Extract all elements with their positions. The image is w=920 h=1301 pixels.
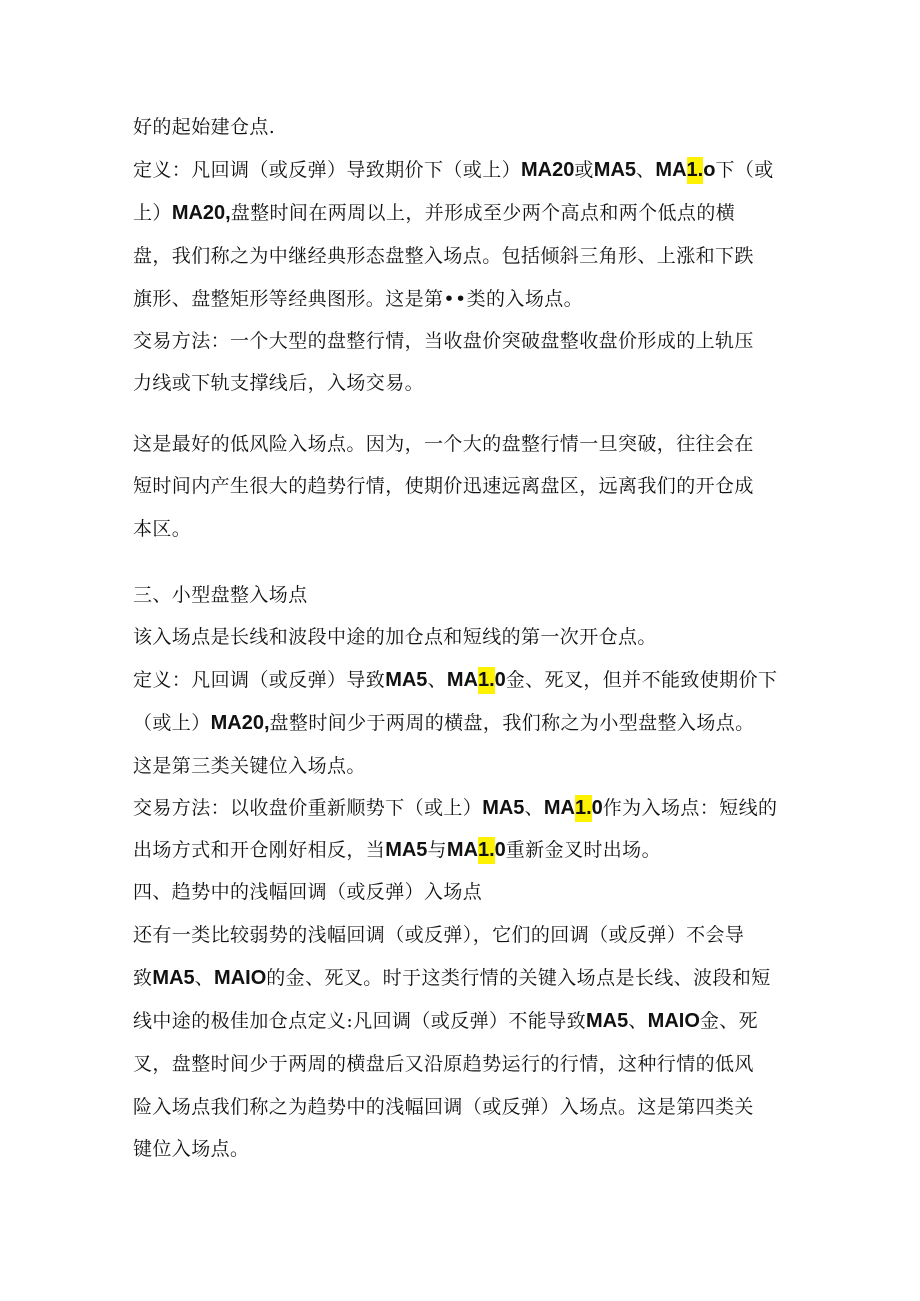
text-run: 致 xyxy=(133,967,153,989)
text-run: 好的起始建仓点. xyxy=(133,116,276,138)
text-line-16 xyxy=(133,794,777,822)
text-line-2 xyxy=(133,156,774,184)
indicator-text: MA5 xyxy=(482,797,525,819)
section-heading-3 xyxy=(133,581,308,609)
text-run: 、 xyxy=(194,967,215,989)
text-run: 出场方式和开仓刚好相反，当 xyxy=(133,839,386,861)
text-line-15 xyxy=(133,752,366,780)
text-run: 盘，我们称之为中继经典形态盘整入场点。包括倾斜三角形、上涨和下跌 xyxy=(133,245,754,267)
text-line-14 xyxy=(133,709,755,737)
text-run: 线中途的极佳加仓点定义:凡回调（或反弹）不能导致 xyxy=(133,1010,587,1032)
text-line-8 xyxy=(133,430,754,458)
indicator-text: MA xyxy=(543,797,575,819)
text-run: 、 xyxy=(628,1010,648,1032)
indicator-text: MA xyxy=(446,839,478,861)
text-run: 这是最好的低风险入场点。因为，一个大的盘整行情一旦突破，往往会在 xyxy=(133,433,754,455)
text-line-5 xyxy=(133,285,583,313)
highlighted-text: 1. xyxy=(687,157,704,184)
text-run: 、 xyxy=(524,797,544,819)
text-line-7 xyxy=(133,369,424,397)
text-line-21 xyxy=(133,1007,758,1035)
text-run: 叉，盘整时间少于两周的横盘后又沿原趋势运行的行情，这种行情的低风 xyxy=(133,1053,754,1075)
indicator-text: MA20 xyxy=(521,159,575,181)
highlighted-text: 1. xyxy=(478,837,495,864)
indicator-text: MA xyxy=(446,669,478,691)
text-run: 的金、死叉。时于这类行情的关键入场点是长线、波段和短 xyxy=(266,967,771,989)
indicator-text: MA5 xyxy=(385,839,428,861)
highlighted-text: 1. xyxy=(478,667,495,694)
text-line-9 xyxy=(133,472,754,500)
text-run: 定义：凡回调（或反弹）导致 xyxy=(133,669,386,691)
text-line-6 xyxy=(133,327,754,355)
text-run: 力线或下轨支撑线后，入场交易。 xyxy=(133,372,425,394)
text-run: 上） xyxy=(133,202,172,224)
text-run: 重新金叉时出场。 xyxy=(505,839,661,861)
text-line-17 xyxy=(133,836,661,864)
indicator-text: MA20, xyxy=(210,712,270,734)
text-line-1 xyxy=(133,113,275,141)
text-line-4 xyxy=(133,242,754,270)
text-run: 这是第三类关键位入场点。 xyxy=(133,755,366,777)
text-run: 交易方法：一个大型的盘整行情，当收盘价突破盘整收盘价形成的上轨压 xyxy=(133,330,754,352)
text-line-12 xyxy=(133,623,657,651)
text-line-3 xyxy=(133,199,735,227)
text-run: 盘整时间少于两周的横盘，我们称之为小型盘整入场点。 xyxy=(269,712,755,734)
text-run: 旗形、盘整矩形等经典图形。这是第••类的入场点。 xyxy=(133,288,584,310)
text-run: 还有一类比较弱势的浅幅回调（或反弹），它们的回调（或反弹）不会导 xyxy=(133,924,745,946)
text-line-23 xyxy=(133,1093,754,1121)
text-run: 、 xyxy=(427,669,447,691)
highlighted-text: 1. xyxy=(575,795,592,822)
text-run: 盘整时间在两周以上，并形成至少两个高点和两个低点的横 xyxy=(230,202,736,224)
indicator-text: 0 xyxy=(494,669,506,691)
text-run: 金、死叉，但并不能致使期价下 xyxy=(505,669,778,691)
text-run: 作为入场点：短线的 xyxy=(602,797,778,819)
text-line-10 xyxy=(133,515,191,543)
text-run: 本区。 xyxy=(133,518,192,540)
text-run: 金、死 xyxy=(699,1010,759,1032)
text-run: 或 xyxy=(574,159,594,181)
text-run: 、 xyxy=(636,159,656,181)
indicator-text: MAIO xyxy=(647,1010,700,1032)
text-line-22 xyxy=(133,1050,754,1078)
indicator-text: 0 xyxy=(494,839,506,861)
section-heading-4 xyxy=(133,878,482,906)
text-line-19 xyxy=(133,921,744,949)
text-run: 四、趋势中的浅幅回调（或反弹）入场点 xyxy=(133,881,483,903)
text-run: 下（或 xyxy=(715,159,774,181)
text-run: 定义：凡回调（或反弹）导致期价下（或上） xyxy=(133,159,522,181)
indicator-text: MAIO xyxy=(214,967,267,989)
text-run: 三、小型盘整入场点 xyxy=(133,584,308,606)
text-run: 与 xyxy=(427,839,447,861)
indicator-text: MA5 xyxy=(593,159,637,181)
indicator-text: MA20, xyxy=(171,202,231,224)
text-line-20 xyxy=(133,964,771,992)
text-run: （或上） xyxy=(133,712,211,734)
indicator-text: o xyxy=(703,159,716,181)
text-line-13 xyxy=(133,666,777,694)
indicator-text: MA5 xyxy=(385,669,428,691)
text-run: 短时间内产生很大的趋势行情，使期价迅速远离盘区，远离我们的开仓成 xyxy=(133,475,754,497)
text-line-24 xyxy=(133,1135,249,1163)
indicator-text: MA xyxy=(655,159,687,181)
text-run: 交易方法：以收盘价重新顺势下（或上） xyxy=(133,797,483,819)
indicator-text: 0 xyxy=(591,797,603,819)
text-run: 该入场点是长线和波段中途的加仓点和短线的第一次开仓点。 xyxy=(133,626,657,648)
text-run: 险入场点我们称之为趋势中的浅幅回调（或反弹）入场点。这是第四类关 xyxy=(133,1096,754,1118)
indicator-text: MA5 xyxy=(586,1010,629,1032)
text-run: 键位入场点。 xyxy=(133,1138,250,1160)
indicator-text: MA5 xyxy=(152,967,195,989)
